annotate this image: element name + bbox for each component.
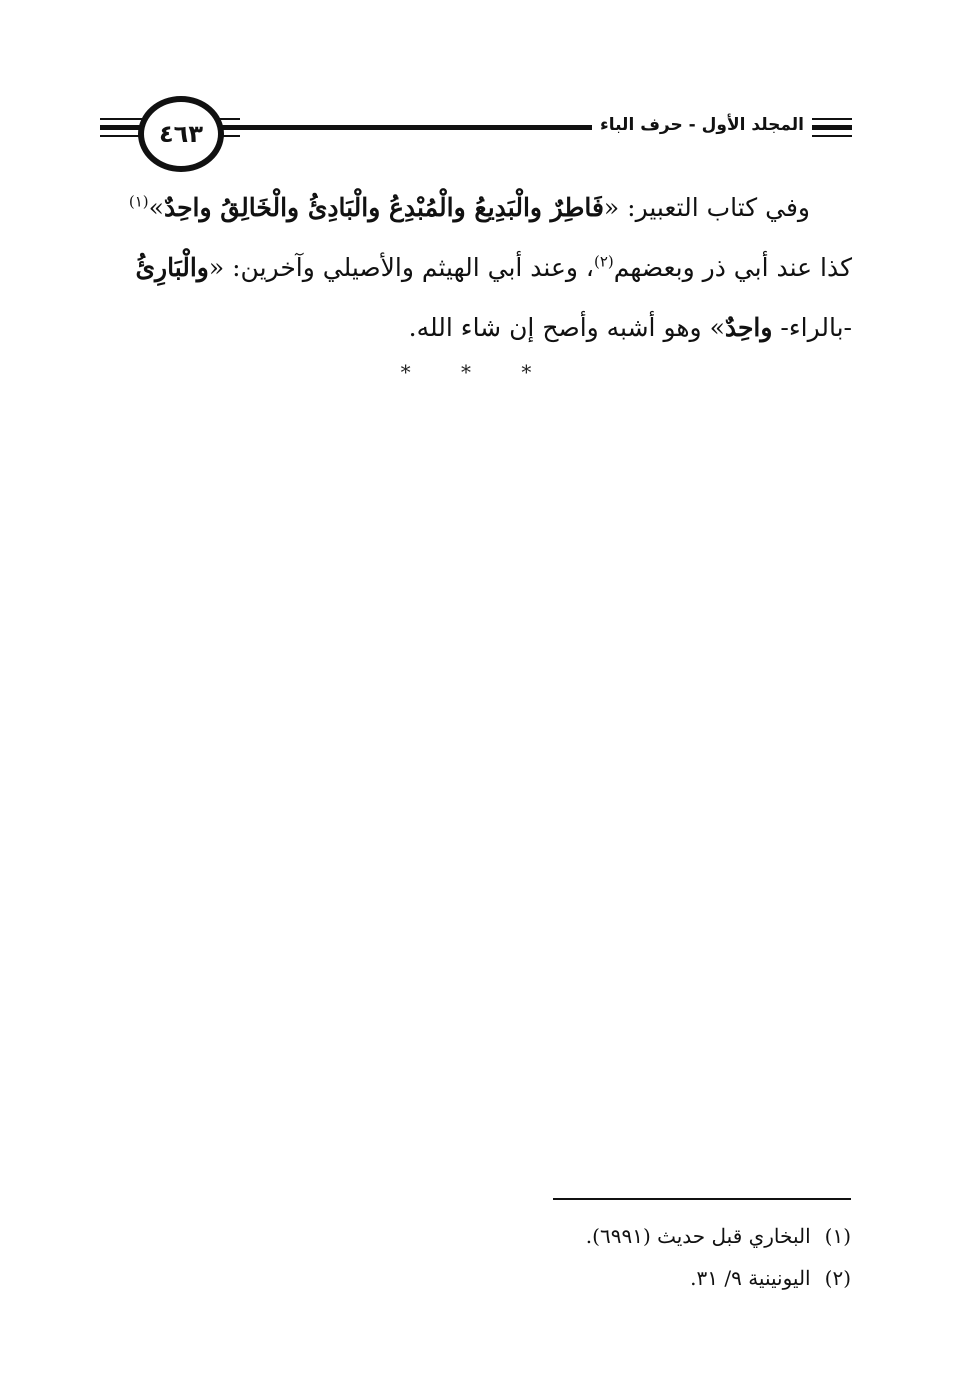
line3-text2: » وهو أشبه وأصح إن شاء الله. [408,313,725,342]
line2-text2: ، وعند أبي الهيثم والأصيلي وآخرين: « [208,253,594,282]
line1-text: وفي كتاب التعبير: « [603,193,810,222]
footnotes [300,1215,851,1299]
footnote-text: اليونينية ٩/ ٣١. [690,1266,811,1290]
line2-quote: والْبَارِئُ [135,253,209,282]
header-rule-thin-bottom-right [812,135,852,137]
line3-text: -بالراء- [772,313,852,342]
main-text [100,178,852,358]
footnote-2 [300,1257,851,1299]
line1-quote: فَاطِرٌ والْبَدِيعُ والْمُبْدِعُ والْبَادِئُ والْخَالِقُ واحِدٌ [163,193,604,222]
line3-quote: واحِدٌ [724,313,773,342]
text-line-1 [100,178,852,238]
footnote-text: البخاري قبل حديث (٦٩٩١). [585,1224,811,1248]
footnote-number: (٢) [824,1266,851,1290]
page-number: ٤٦٣ [138,96,224,172]
line1-close: » [148,193,164,222]
footnote-1 [300,1215,851,1257]
text-line-3 [100,298,852,358]
footnote-ref-2: (٢) [593,252,614,271]
page-header [100,93,852,169]
footnote-rule [553,1198,851,1200]
text-line-2 [100,238,852,298]
line2-text: كذا عند أبي ذر وبعضهم [613,253,852,282]
footnote-number: (١) [824,1224,851,1248]
running-head: المجلد الأول - حرف الباء [592,115,812,135]
section-separator: * * * [400,360,554,384]
footnote-ref-1: (١) [128,192,149,211]
header-rule-thin-top-right [812,118,852,120]
